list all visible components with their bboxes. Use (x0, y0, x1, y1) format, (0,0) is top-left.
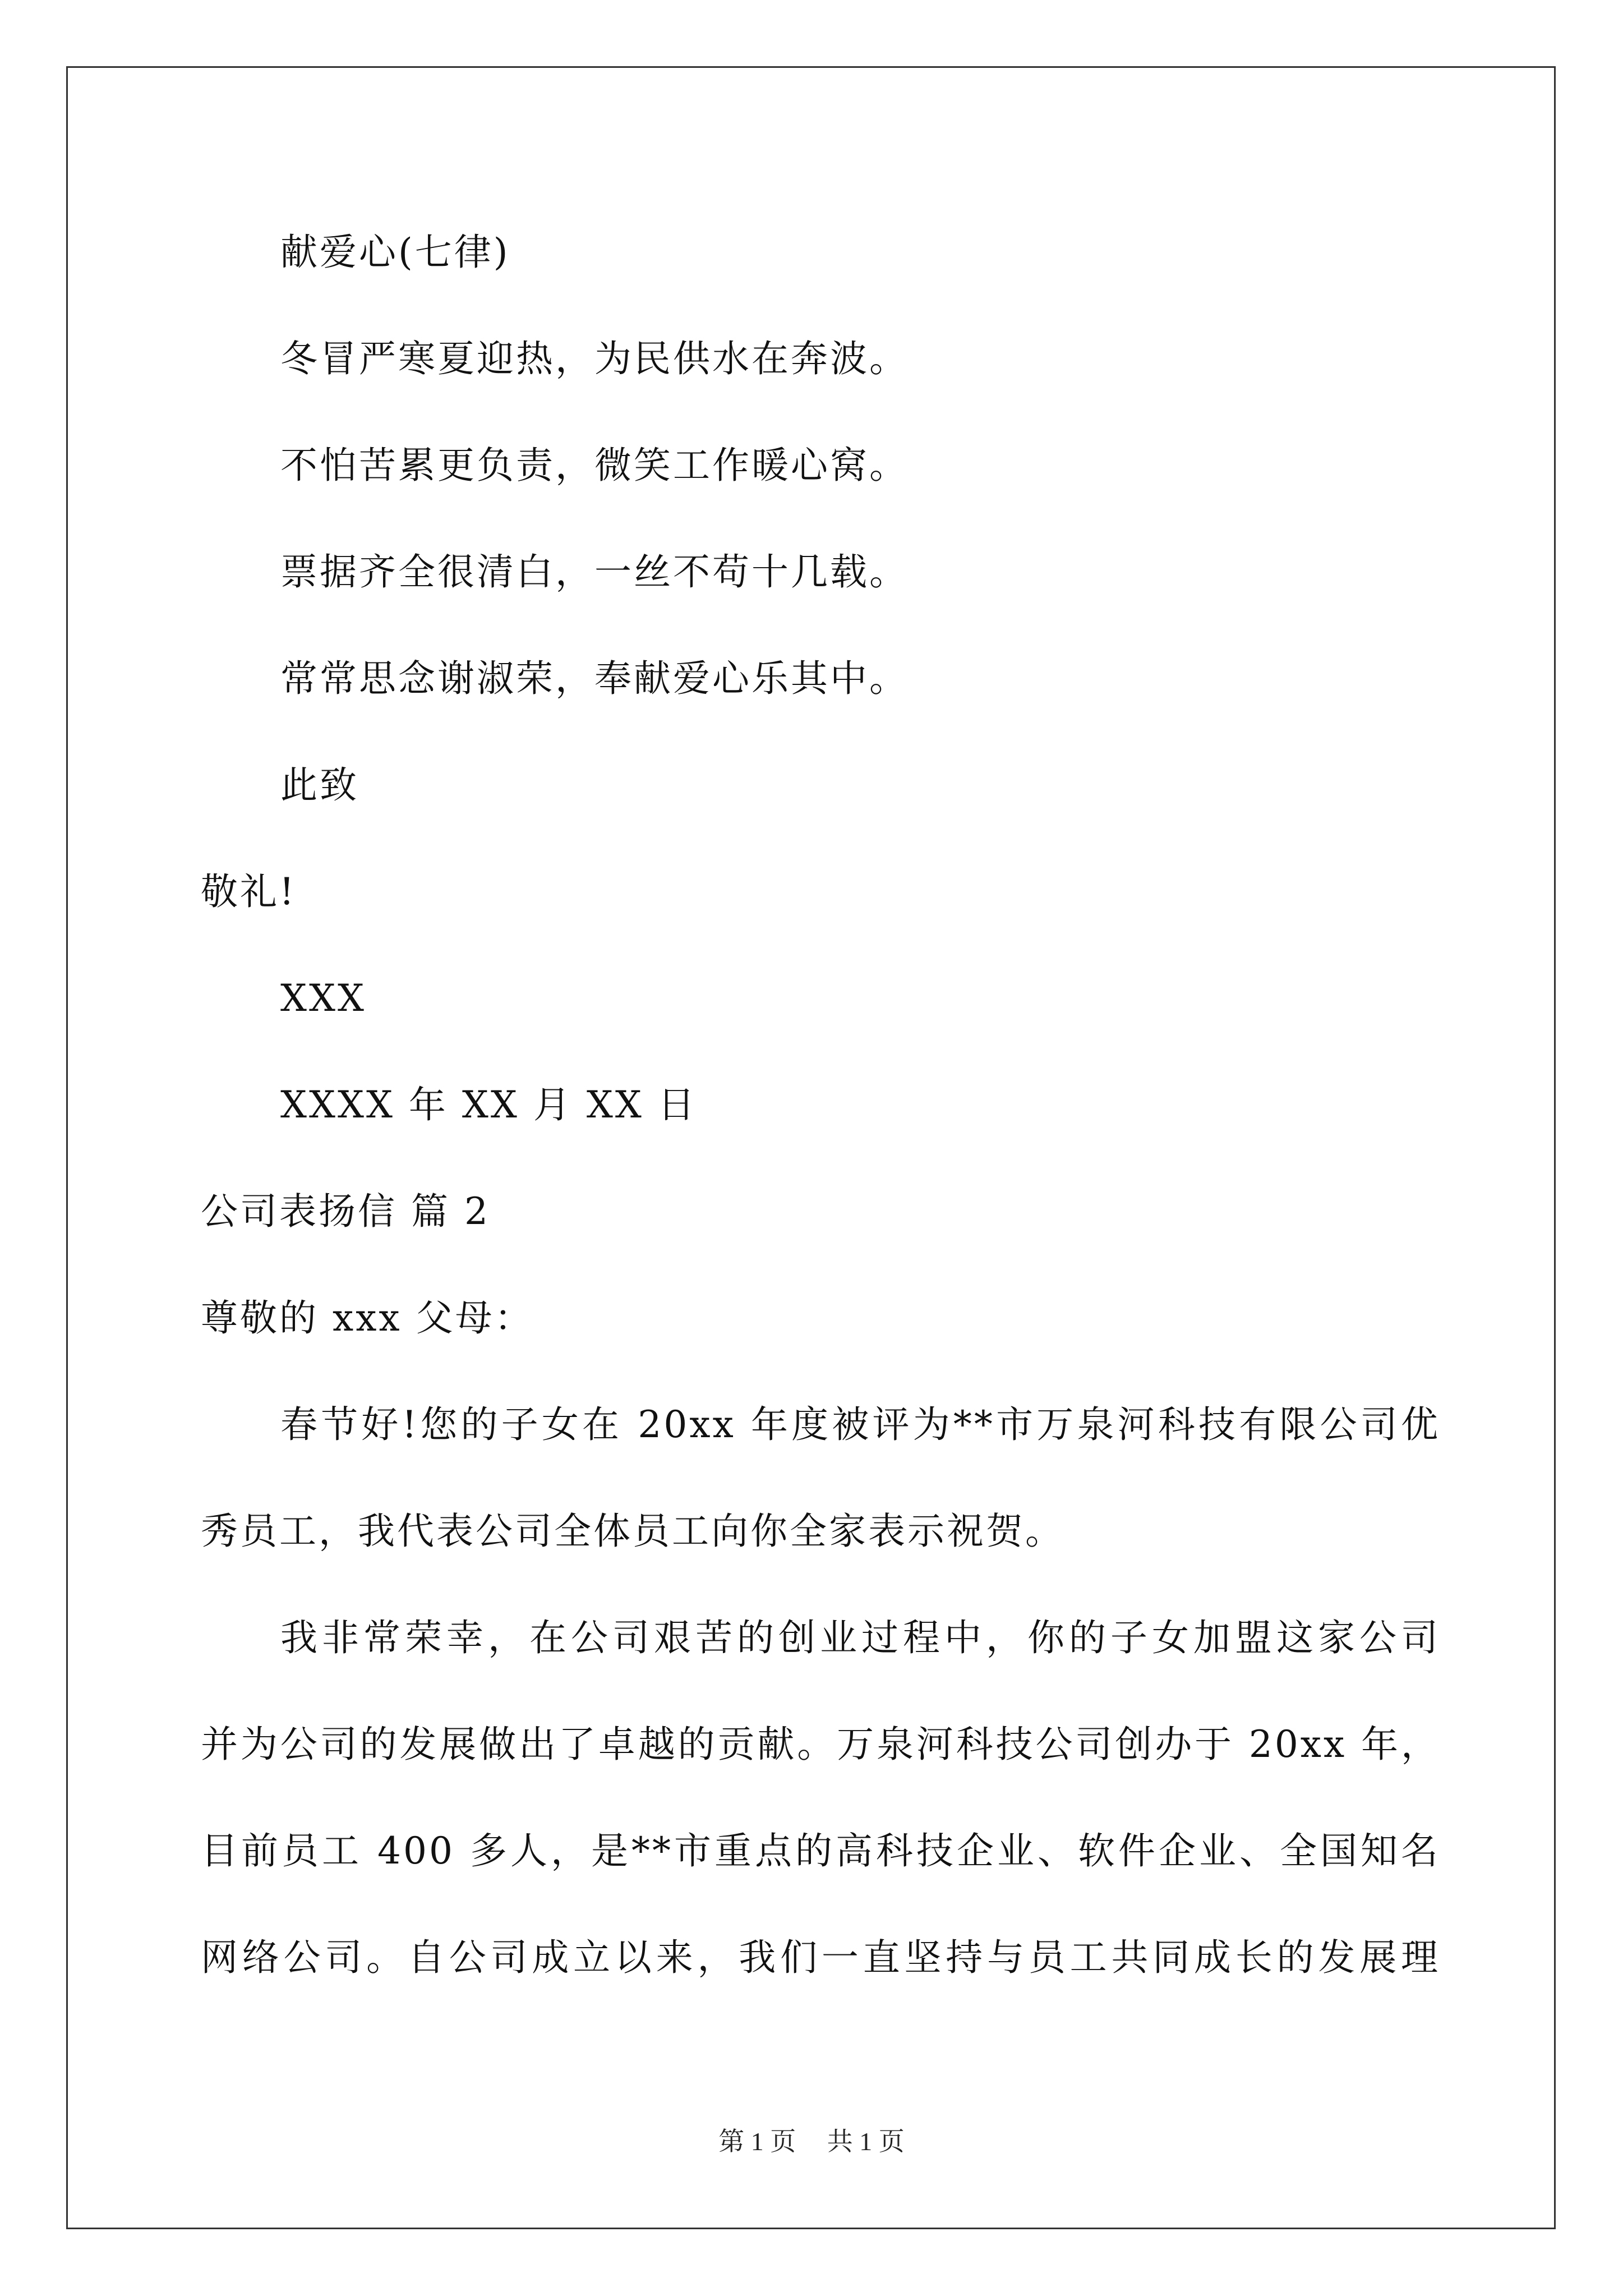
page-border (66, 66, 1556, 2229)
closing-salutation: 此致 (280, 763, 359, 807)
paragraph-line: 春节好!您的子女在 20xx 年度被评为**市万泉河科技有限公司优 (280, 1403, 1440, 1446)
paragraph-line: 网络公司。自公司成立以来，我们一直坚持与员工共同成长的发展理 (201, 1936, 1440, 1979)
paragraph-line: 并为公司的发展做出了卓越的贡献。万泉河科技公司创办于 20xx 年， (201, 1723, 1440, 1766)
paragraph-line: 目前员工 400 多人，是**市重点的高科技企业、软件企业、全国知名 (201, 1829, 1440, 1872)
page-number: 第 1 页 (718, 2127, 796, 2156)
poem-line-4: 常常思念谢淑荣，奉献爱心乐其中。 (280, 657, 909, 700)
paragraph-line: 我非常荣幸，在公司艰苦的创业过程中，你的子女加盟这家公司 (280, 1616, 1440, 1659)
signature-date: XXXX 年 XX 月 XX 日 (280, 1083, 697, 1126)
poem-line-1: 冬冒严寒夏迎热，为民供水在奔波。 (280, 337, 909, 380)
section-heading: 公司表扬信 篇 2 (201, 1190, 490, 1233)
page-footer (0, 2126, 1623, 2157)
letter-greeting: 尊敬的 xxx 父母： (201, 1296, 534, 1340)
poem-line-2: 不怕苦累更负责，微笑工作暖心窝。 (280, 444, 909, 487)
page-total: 共 1 页 (827, 2127, 905, 2156)
signature-name: XXX (280, 977, 366, 1020)
poem-line-3: 票据齐全很清白，一丝不苟十几载。 (280, 550, 909, 593)
paragraph-line: 秀员工，我代表公司全体员工向你全家表示祝贺。 (201, 1510, 1064, 1553)
poem-title: 献爱心(七律) (280, 231, 510, 274)
closing-respect: 敬礼! (201, 870, 297, 913)
